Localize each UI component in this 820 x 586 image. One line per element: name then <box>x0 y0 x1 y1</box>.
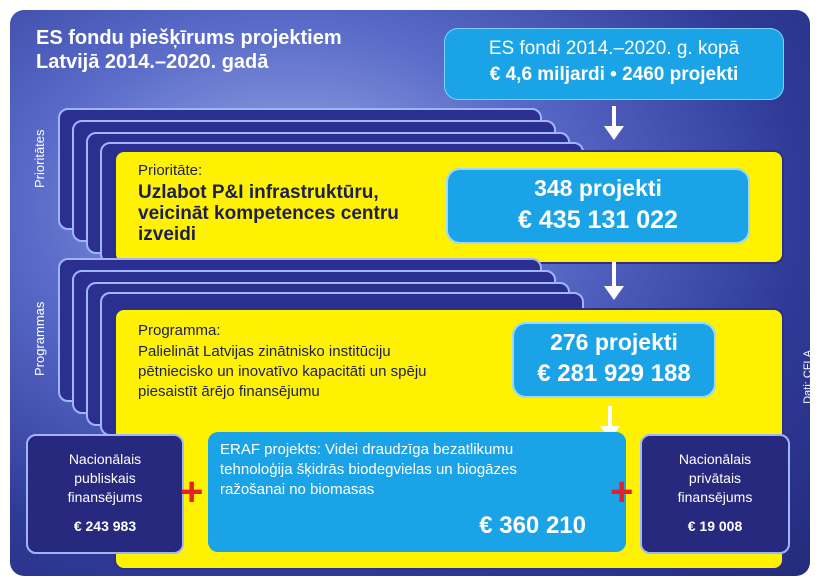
priority-totals <box>446 168 750 244</box>
plus-icon: + <box>610 470 634 514</box>
national-private-box <box>640 434 790 554</box>
eraf-project-label: ERAF projekts: Videi draudzīga bezatlikumu tehnoloģija šķidrās biodegvielas un biogāzes ražošanai no biomasas <box>220 441 517 498</box>
arrow-down-icon <box>608 406 612 430</box>
programme-projects: 276 projekti <box>550 329 678 355</box>
national-public-amount: € 243 983 <box>73 518 137 534</box>
eraf-project-box <box>208 432 626 552</box>
total-funds-period: ES fondi 2014.–2020. g. kopā <box>488 38 740 59</box>
total-funds-summary: € 4,6 miljardi • 2460 projekti <box>489 64 739 85</box>
side-label-programmes: Programmas <box>32 301 47 376</box>
programme-totals <box>512 322 716 398</box>
priority-projects: 348 projekti <box>534 175 662 201</box>
priority-label: Prioritāte: <box>138 162 203 179</box>
programme-label: Programma: <box>138 322 221 339</box>
priority-name: Uzlabot P&I infrastruktūru, veicināt kompetences centru izveidi <box>138 182 399 245</box>
priority-box <box>114 150 784 264</box>
programme-name: Palielināt Latvijas zinātnisko institūciju pētniecisko un inovatīvo kapacitāti un spēju piesaistīt ārējo finansējumu <box>138 343 427 400</box>
plus-icon: + <box>180 470 204 514</box>
arrow-down-icon <box>612 106 616 130</box>
page-title: ES fondu piešķīrums projektiem Latvijā 2014.–2020. gadā <box>36 27 342 73</box>
data-source: Dati: CFLA <box>802 350 814 404</box>
side-label-priorities: Prioritātes <box>32 129 47 188</box>
national-private-amount: € 19 008 <box>687 518 743 534</box>
programme-amount: € 281 929 188 <box>537 360 691 387</box>
national-public-box <box>26 434 184 554</box>
national-private-label: Nacionālais privātais finansējums <box>677 451 753 505</box>
infographic-frame <box>10 10 814 576</box>
eraf-project-amount: € 360 210 <box>479 512 586 539</box>
national-public-label: Nacionālais publiskais finansējums <box>67 451 143 505</box>
priority-amount: € 435 131 022 <box>518 206 678 234</box>
arrow-down-icon <box>612 262 616 290</box>
total-funds-box <box>444 28 784 100</box>
